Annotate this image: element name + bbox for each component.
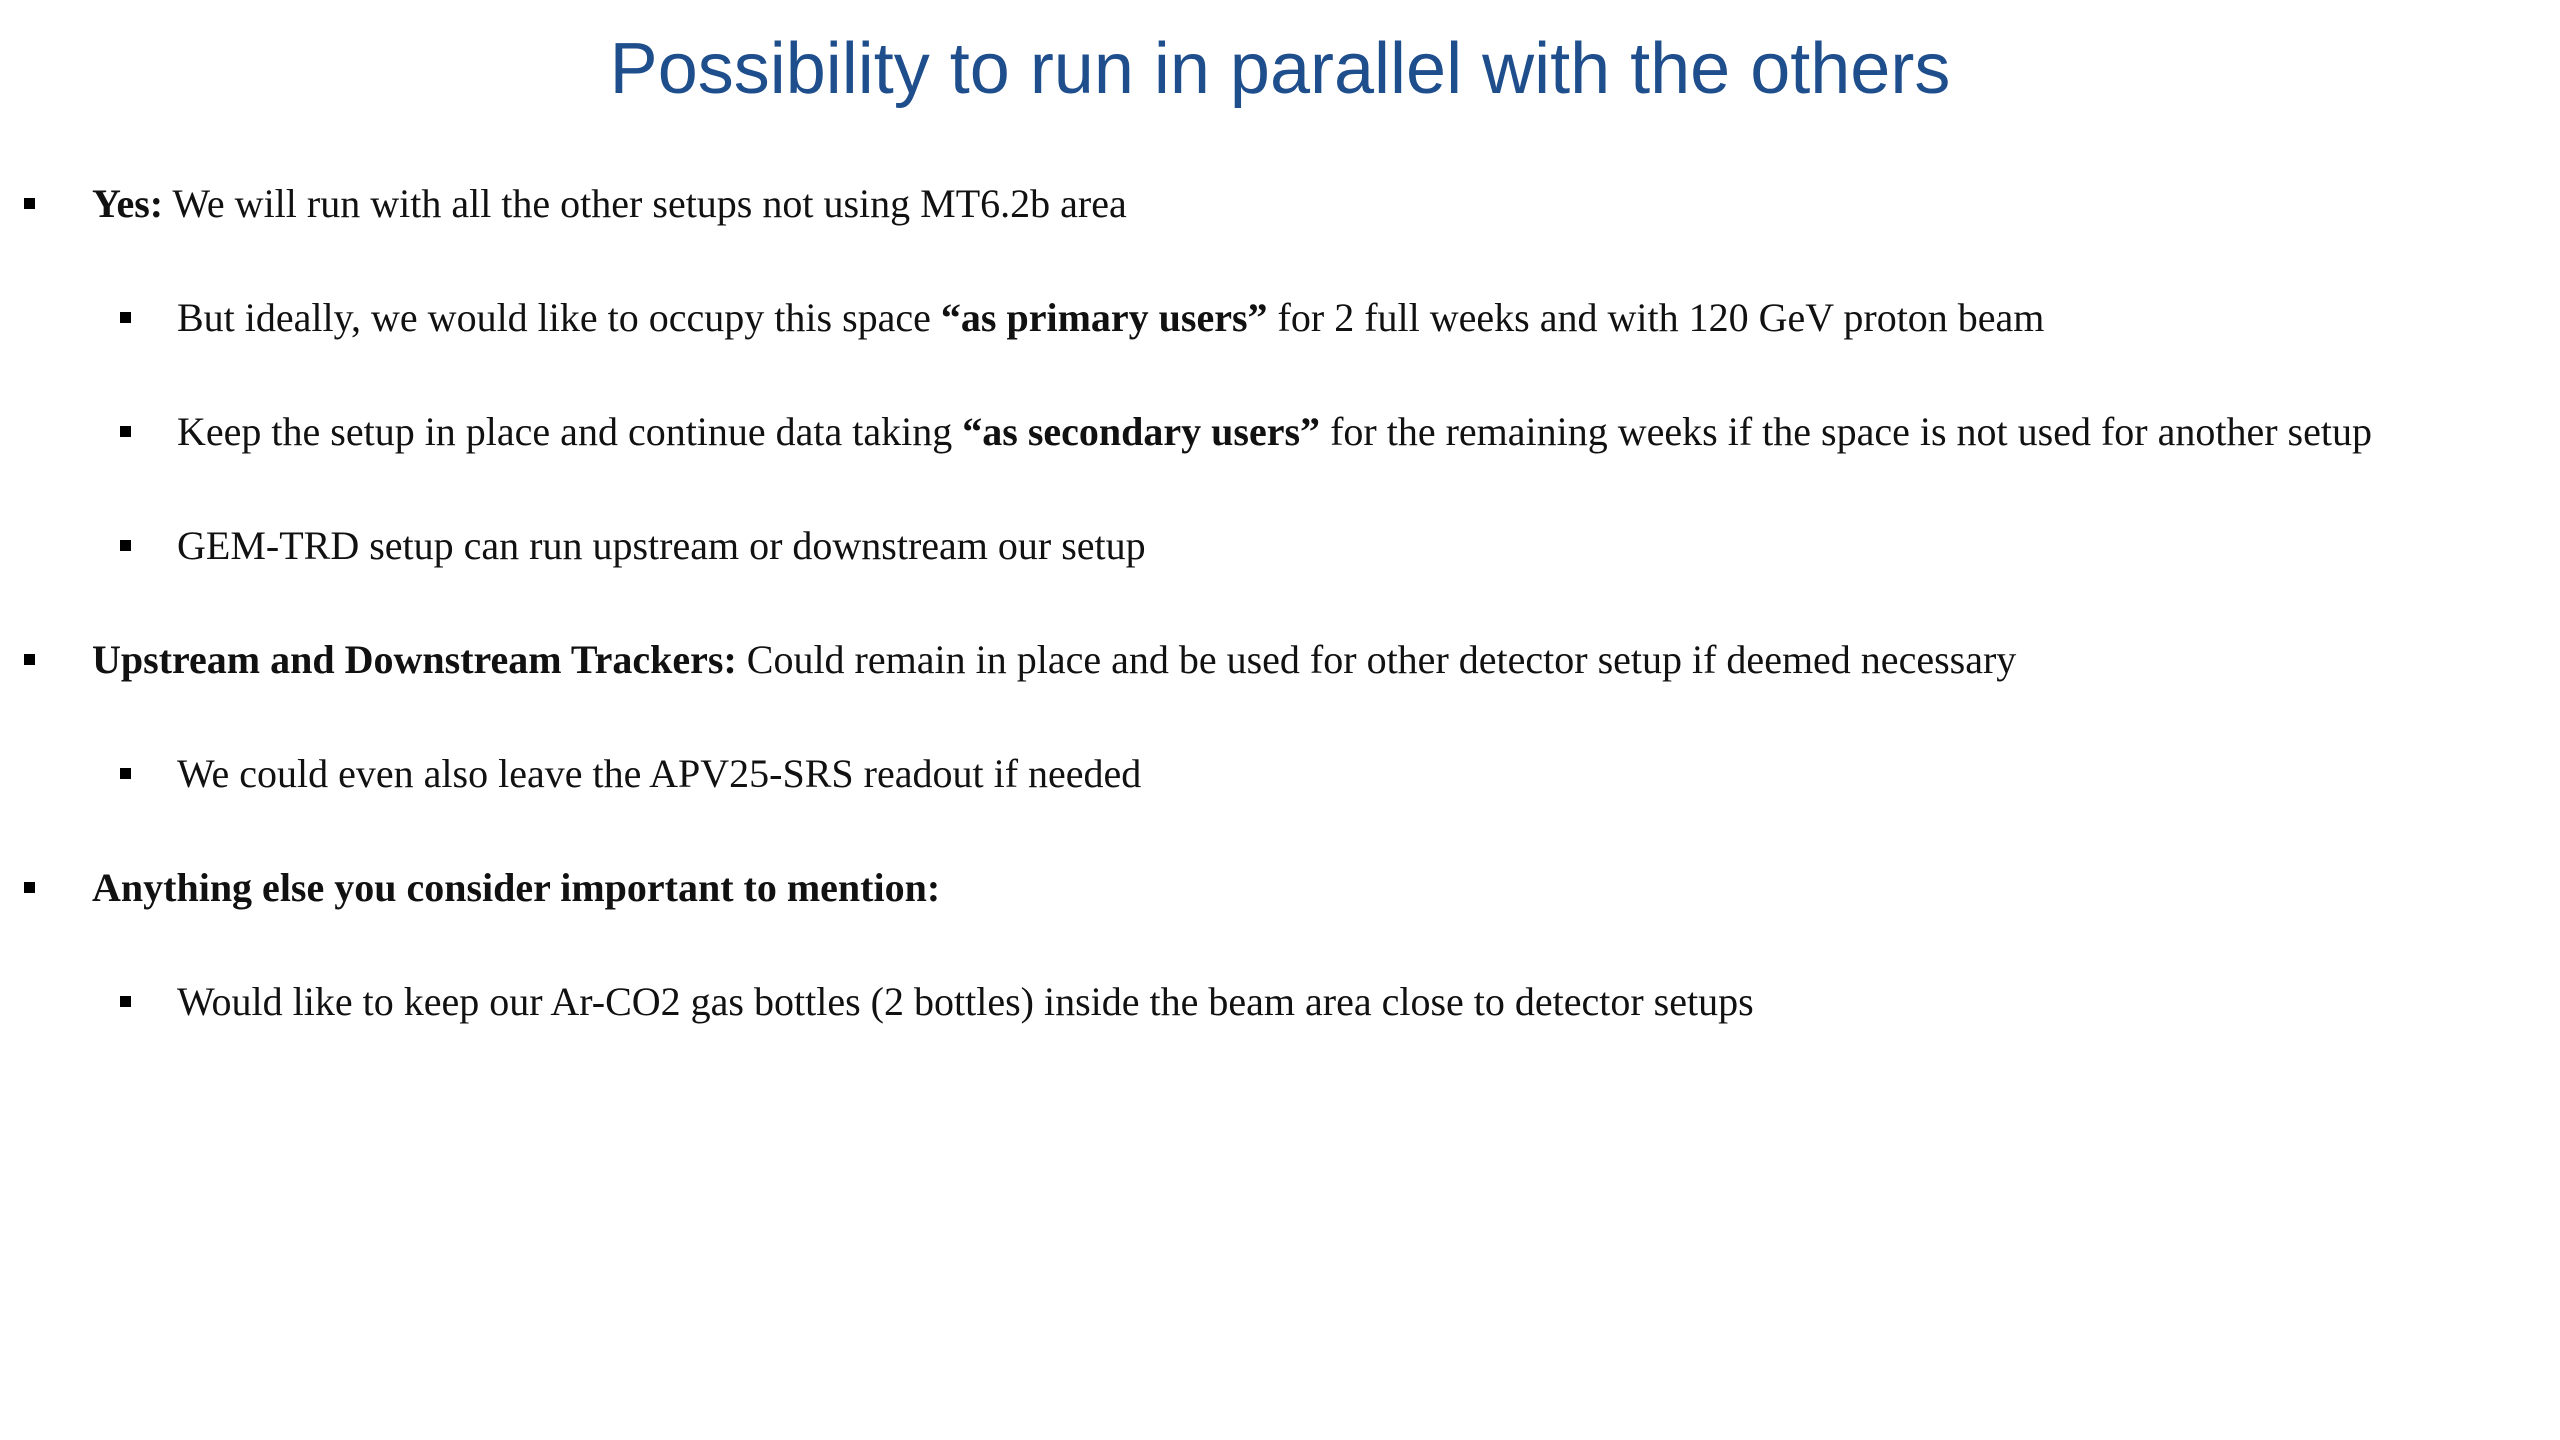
bullet-body: Could remain in place and be used for other detector setup if deemed necessary xyxy=(736,637,2017,682)
bullet-text xyxy=(177,288,2044,348)
bullet-square-icon xyxy=(120,768,131,779)
bullet-square-icon xyxy=(120,426,131,437)
bullet-square-icon xyxy=(24,882,35,893)
bullet-text xyxy=(177,402,2372,462)
bullet-emphasis: “as primary users” xyxy=(940,295,1268,340)
bullet-body: GEM-TRD setup can run upstream or downstream our setup xyxy=(177,523,1146,568)
bullet-lead: Yes: xyxy=(92,181,164,226)
bullet-square-icon xyxy=(120,996,131,1007)
bullet-text xyxy=(92,174,1127,234)
bullet-square-icon xyxy=(24,198,35,209)
slide-title: Possibility to run in parallel with the others xyxy=(609,29,1951,109)
bullet-body: We could even also leave the APV25-SRS readout if needed xyxy=(177,751,1142,796)
bullet-body-post: for the remaining weeks if the space is not used for another setup xyxy=(1320,409,2372,454)
bullet-square-icon xyxy=(24,654,35,665)
bullet-square-icon xyxy=(120,312,131,323)
bullet-lead: Anything else you consider important to mention: xyxy=(92,865,941,910)
bullet-body-post: for 2 full weeks and with 120 GeV proton beam xyxy=(1267,295,2045,340)
bullet-square-icon xyxy=(120,540,131,551)
bullet-emphasis: “as secondary users” xyxy=(962,409,1321,454)
bullet-text xyxy=(92,630,2016,690)
bullet-body: We will run with all the other setups not using MT6.2b area xyxy=(163,181,1127,226)
bullet-body: Would like to keep our Ar-CO2 gas bottles (2 bottles) inside the beam area close to detector setups xyxy=(177,979,1754,1024)
bullet-lead: Upstream and Downstream Trackers: xyxy=(92,637,737,682)
bullet-body-pre: But ideally, we would like to occupy this space xyxy=(177,295,941,340)
bullet-body-pre: Keep the setup in place and continue data taking xyxy=(177,409,963,454)
